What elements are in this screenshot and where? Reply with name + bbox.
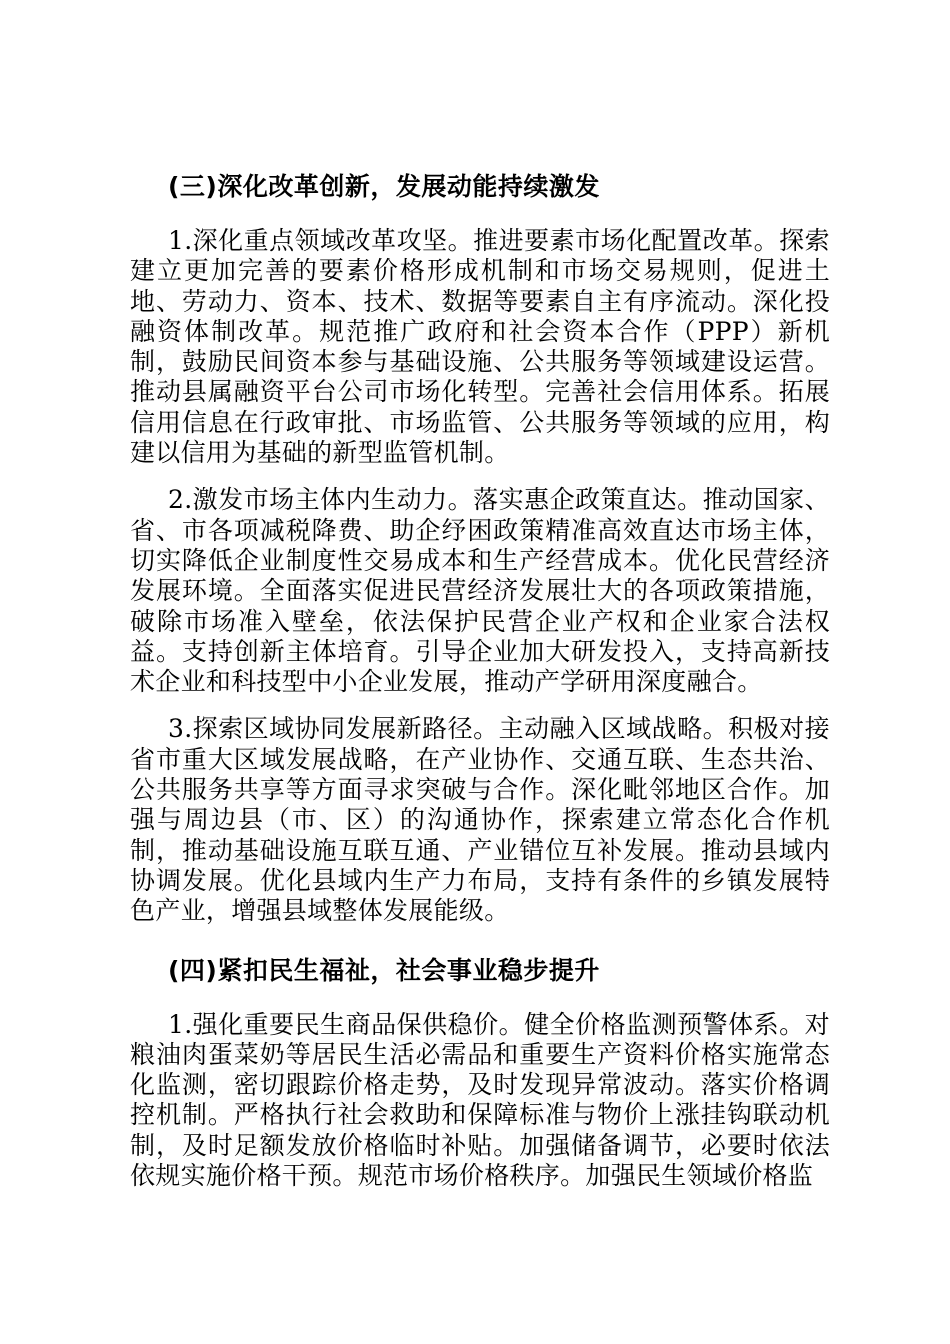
section-heading-4: (四)紧扣民生福祉，社会事业稳步提升	[168, 955, 600, 985]
spacer	[130, 927, 830, 944]
spacer	[130, 468, 830, 485]
paragraph-3-3: 3.探索区域协同发展新路径。主动融入区域战略。积极对接省市重大区域发展战略，在产业协作、交通互联、生态共治、公共服务共享等方面寻求突破与合作。深化毗邻地区合作。加强与周边县（市、区）的沟通协作，探索建立常态化合作机制，推动基础设施互联互通、产业错位互补发展。推动县域内协调发展。优化县域内生产力布局，支持有条件的乡镇发展特色产业，增强县域整体发展能级。	[130, 714, 830, 926]
document-body	[130, 160, 830, 1191]
spacer	[130, 697, 830, 714]
section-heading-3: (三)深化改革创新，发展动能持续激发	[168, 172, 600, 201]
spacer	[130, 214, 830, 226]
paragraph-4-1: 1.强化重要民生商品保供稳价。健全价格监测预警体系。对粮油肉蛋菜奶等居民生活必需品和重要生产资料价格实施常态化监测，密切跟踪价格走势，及时发现异常波动。落实价格调控机制。严格执行社会救助和保障标准与物价上涨挂钩联动机制，及时足额发放价格临时补贴。加强储备调节，必要时依法依规实施价格干预。规范市场价格秩序。加强民生领域价格监	[130, 1009, 830, 1191]
spacer	[130, 998, 830, 1010]
paragraph-3-1: 1.深化重点领域改革攻坚。推进要素市场化配置改革。探索建立更加完善的要素价格形成机制和市场交易规则，促进土地、劳动力、资本、技术、数据等要素自主有序流动。深化投融资体制改革。规范推广政府和社会资本合作（PPP）新机制，鼓励民间资本参与基础设施、公共服务等领域建设运营。推动县属融资平台公司市场化转型。完善社会信用体系。拓展信用信息在行政审批、市场监管、公共服务等领域的应用，构建以信用为基础的新型监管机制。	[130, 226, 830, 468]
paragraph-3-2: 2.激发市场主体内生动力。落实惠企政策直达。推动国家、省、市各项减税降费、助企纾困政策精准高效直达市场主体，切实降低企业制度性交易成本和生产经营成本。优化民营经济发展环境。全面落实促进民营经济发展壮大的各项政策措施，破除市场准入壁垒，依法保护民营企业产权和企业家合法权益。支持创新主体培育。引导企业加大研发投入，支持高新技术企业和科技型中小企业发展，推动产学研用深度融合。	[130, 485, 830, 697]
